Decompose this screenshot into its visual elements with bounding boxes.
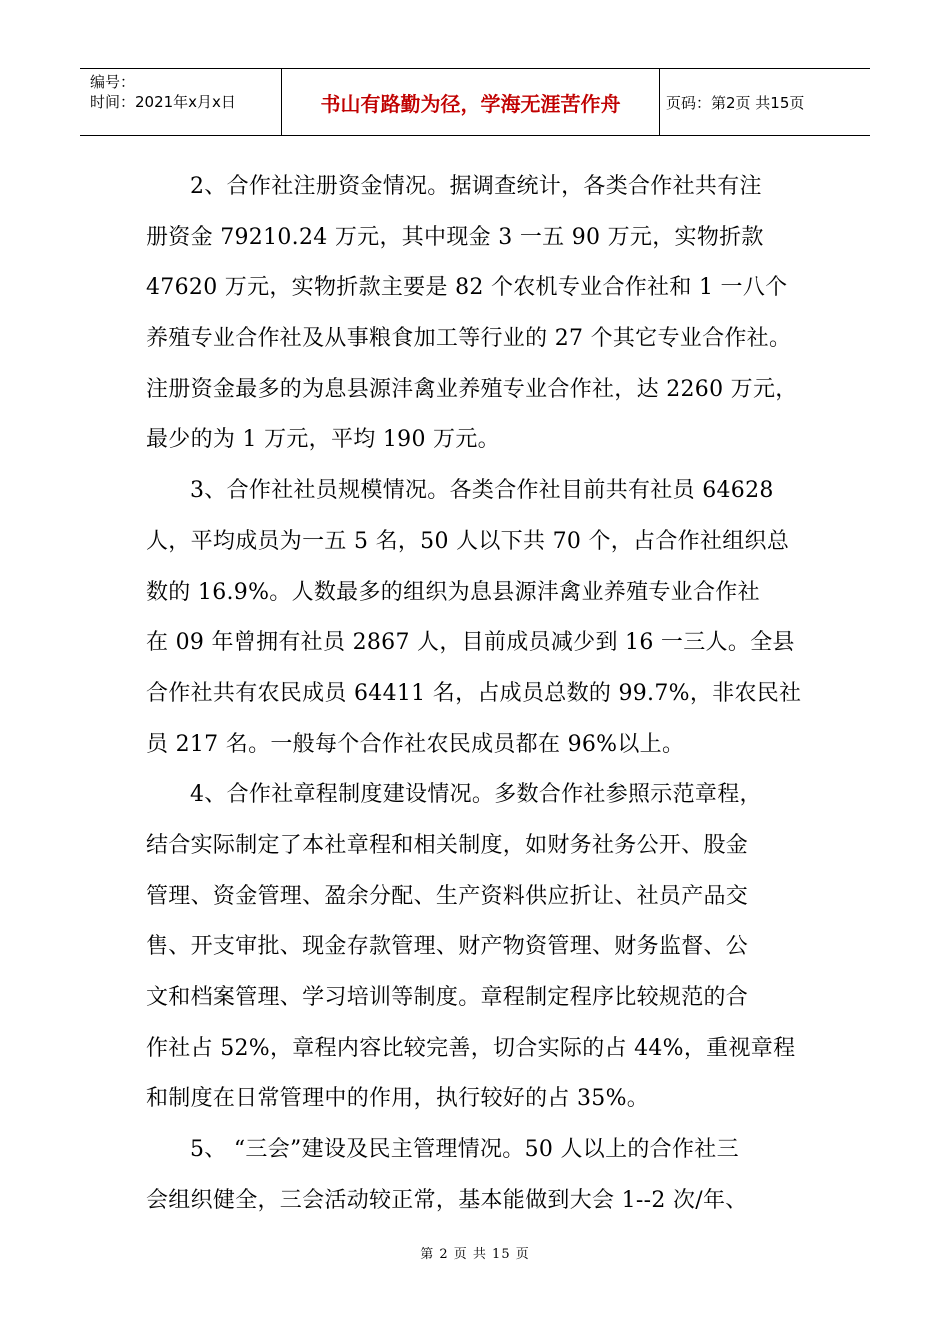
paragraph-3-line: 3、合作社社员规模情况。各类合作社目前共有社员 64628 (190, 478, 774, 504)
paragraph-3-line: 在 09 年曾拥有社员 2867 人，目前成员减少到 16 一三人。全县 (146, 630, 795, 656)
paragraph-2-line: 册资金 79210.24 万元，其中现金 3 一五 90 万元，实物折款 (146, 224, 764, 250)
paragraph-5-line: 5、 “三会”建设及民主管理情况。50 人以上的合作社三 (190, 1137, 739, 1163)
paragraph-3-line: 数的 16.9%。人数最多的组织为息县源沣禽业养殖专业合作社 (146, 579, 760, 605)
paragraph-4-line: 文和档案管理、学习培训等制度。章程制定程序比较规范的合 (146, 985, 749, 1010)
paragraph-2-line: 最少的为 1 万元，平均 190 万元。 (146, 427, 500, 453)
paragraph-3-line: 人，平均成员为一五 5 名，50 人以下共 70 个，占合作社组织总 (146, 528, 790, 554)
paragraph-4-line: 售、开支审批、现金存款管理、财产物资管理、财务监督、公 (146, 934, 749, 960)
paragraph-4-line: 作社占 52%，章程内容比较完善，切合实际的占 44%，重视章程 (146, 1035, 796, 1061)
paragraph-5-line: 会组织健全，三会活动较正常，基本能做到大会 1--2 次/年、 (146, 1187, 748, 1213)
header-page-label: 页码：第2页 共15页 (666, 93, 805, 112)
paragraph-2-line: 注册资金最多的为息县源沣禽业养殖专业合作社，达 2260 万元， (146, 376, 798, 402)
paragraph-4-line: 结合实际制定了本社章程和相关制度，如财务社务公开、股金 (146, 832, 749, 858)
paragraph-3-line: 员 217 名。一般每个合作社农民成员都在 96%以上。 (146, 731, 685, 757)
page-footer: 第 2 页 共 15 页 (420, 1247, 530, 1262)
document-body (146, 162, 811, 1226)
header-meta (80, 69, 282, 135)
paragraph-4-line: 4、合作社章程制度建设情况。多数合作社参照示范章程， (190, 782, 762, 808)
header-motto: 书山有路勤为径，学海无涯苦作舟 (282, 69, 660, 135)
doc-number-label: 编号： (90, 73, 136, 91)
page-header (80, 68, 870, 136)
paragraph-4-line: 和制度在日常管理中的作用，执行较好的占 35%。 (146, 1086, 650, 1112)
paragraph-2-line: 47620 万元，实物折款主要是 82 个农机专业合作社和 1 一八个 (146, 275, 788, 301)
paragraph-3-line: 合作社共有农民成员 64411 名，占成员总数的 99.7%，非农民社 (146, 680, 802, 706)
time-label: 时间：2021年x月x日 (90, 93, 236, 111)
paragraph-2-line: 养殖专业合作社及从事粮食加工等行业的 27 个其它专业合作社。 (146, 326, 792, 352)
paragraph-2-line: 2、合作社注册资金情况。据调查统计，各类合作社共有注 (190, 174, 762, 199)
paragraph-4-line: 管理、资金管理、盈余分配、生产资料供应折让、社员产品交 (146, 883, 749, 909)
